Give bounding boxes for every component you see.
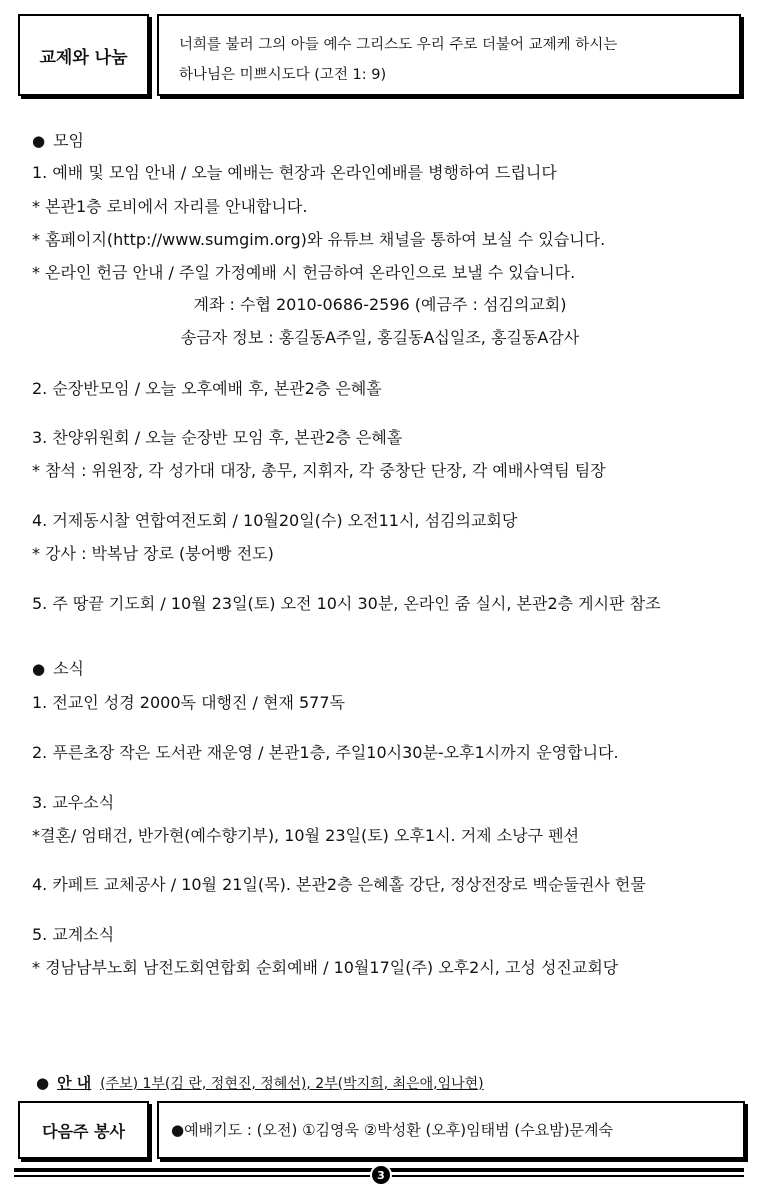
news-item-2: 2. 푸른초장 작은 도서관 재운영 / 본관1층, 주일10시30분-오후1시까지 운영합니다. bbox=[32, 743, 619, 762]
verse-line-1: 너희를 불러 그의 아들 예수 그리스도 우리 주로 더불어 교제케 하시는 bbox=[179, 37, 618, 53]
section-title: 교제와 나눔 bbox=[39, 47, 128, 68]
news-item-5-note: * 경남남부노회 남전도회연합회 순회예배 / 10월17일(주) 오후2시, 고성 성진교회당 bbox=[32, 958, 619, 977]
meetings-item-1-note-2: * 홈페이지(http://www.sumgim.org)와 유튜브 채널을 통하여 보실 수 있습니다. bbox=[32, 230, 606, 249]
account-info: 계좌 : 수협 2010-0686-2596 (예금주 : 섬김의교회) bbox=[193, 295, 567, 314]
next-week-service-label: 다음주 봉사 bbox=[42, 1121, 125, 1141]
next-week-service-content: ●예배기도 : (오전) ①김영욱 ②박성환 (오후)임태범 (수요밤)문계숙 bbox=[171, 1121, 614, 1139]
page-number-badge bbox=[370, 1164, 392, 1186]
section-title-box bbox=[18, 14, 149, 96]
news-heading bbox=[32, 656, 84, 679]
verse-box bbox=[157, 14, 741, 96]
bullet-icon: ● bbox=[32, 132, 46, 150]
news-heading-text: 소식 bbox=[53, 659, 85, 678]
meetings-heading bbox=[32, 128, 84, 151]
meetings-item-1-note-3: * 온라인 헌금 안내 / 주일 가정예배 시 헌금하여 온라인으로 보낼 수 있습니다. bbox=[32, 263, 576, 282]
meetings-item-5: 5. 주 땅끝 기도회 / 10월 23일(토) 오전 10시 30분, 온라인 줌 실시, 본관2층 게시판 참조 bbox=[32, 594, 661, 613]
news-item-5: 5. 교계소식 bbox=[32, 925, 115, 944]
meetings-item-3-note: * 참석 : 위원장, 각 성가대 대장, 총무, 지휘자, 각 중창단 단장, 각 예배사역팀 팀장 bbox=[32, 461, 606, 480]
bullet-icon: ● bbox=[36, 1074, 50, 1092]
news-item-1: 1. 전교인 성경 2000독 대행진 / 현재 577독 bbox=[32, 693, 345, 712]
meetings-item-1-note-1: * 본관1층 로비에서 자리를 안내합니다. bbox=[32, 197, 308, 216]
announcement-detail: (주보) 1부(김 란, 정현진, 정혜선), 2부(박지희, 최은애,임나현) bbox=[100, 1076, 484, 1092]
bullet-icon: ● bbox=[32, 660, 46, 678]
next-week-service-box bbox=[157, 1101, 745, 1159]
meetings-item-1: 1. 예배 및 모임 안내 / 오늘 예배는 현장과 온라인예배를 병행하여 드립니다 bbox=[32, 163, 557, 182]
news-item-4: 4. 카페트 교체공사 / 10월 21일(목). 본관2층 은혜홀 강단, 정상전장로 백순둘권사 헌물 bbox=[32, 875, 646, 894]
meetings-item-2: 2. 순장반모임 / 오늘 오후예배 후, 본관2층 은혜홀 bbox=[32, 379, 382, 398]
sender-info: 송금자 정보 : 홍길동A주일, 홍길동A십일조, 홍길동A감사 bbox=[180, 328, 580, 347]
meetings-item-4-note: * 강사 : 박복남 장로 (붕어빵 전도) bbox=[32, 544, 274, 563]
page-number: 3 bbox=[377, 1168, 385, 1182]
news-item-3-note: *결혼/ 엄태건, 반가현(예수향기부), 10월 23일(토) 오후1시. 거제 소낭구 펜션 bbox=[32, 826, 580, 845]
meetings-item-3: 3. 찬양위원회 / 오늘 순장반 모임 후, 본관2층 은혜홀 bbox=[32, 428, 403, 447]
verse-line-2: 하나님은 미쁘시도다 (고전 1: 9) bbox=[179, 67, 387, 83]
announcement-title: 안 내 bbox=[57, 1074, 92, 1092]
news-item-3: 3. 교우소식 bbox=[32, 793, 115, 812]
meetings-item-4: 4. 거제동시찰 연합여전도회 / 10월20일(수) 오전11시, 섬김의교회당 bbox=[32, 511, 518, 530]
next-week-service-label-box bbox=[18, 1101, 149, 1159]
meetings-heading-text: 모임 bbox=[53, 131, 85, 150]
announcement-bar bbox=[36, 1072, 484, 1093]
